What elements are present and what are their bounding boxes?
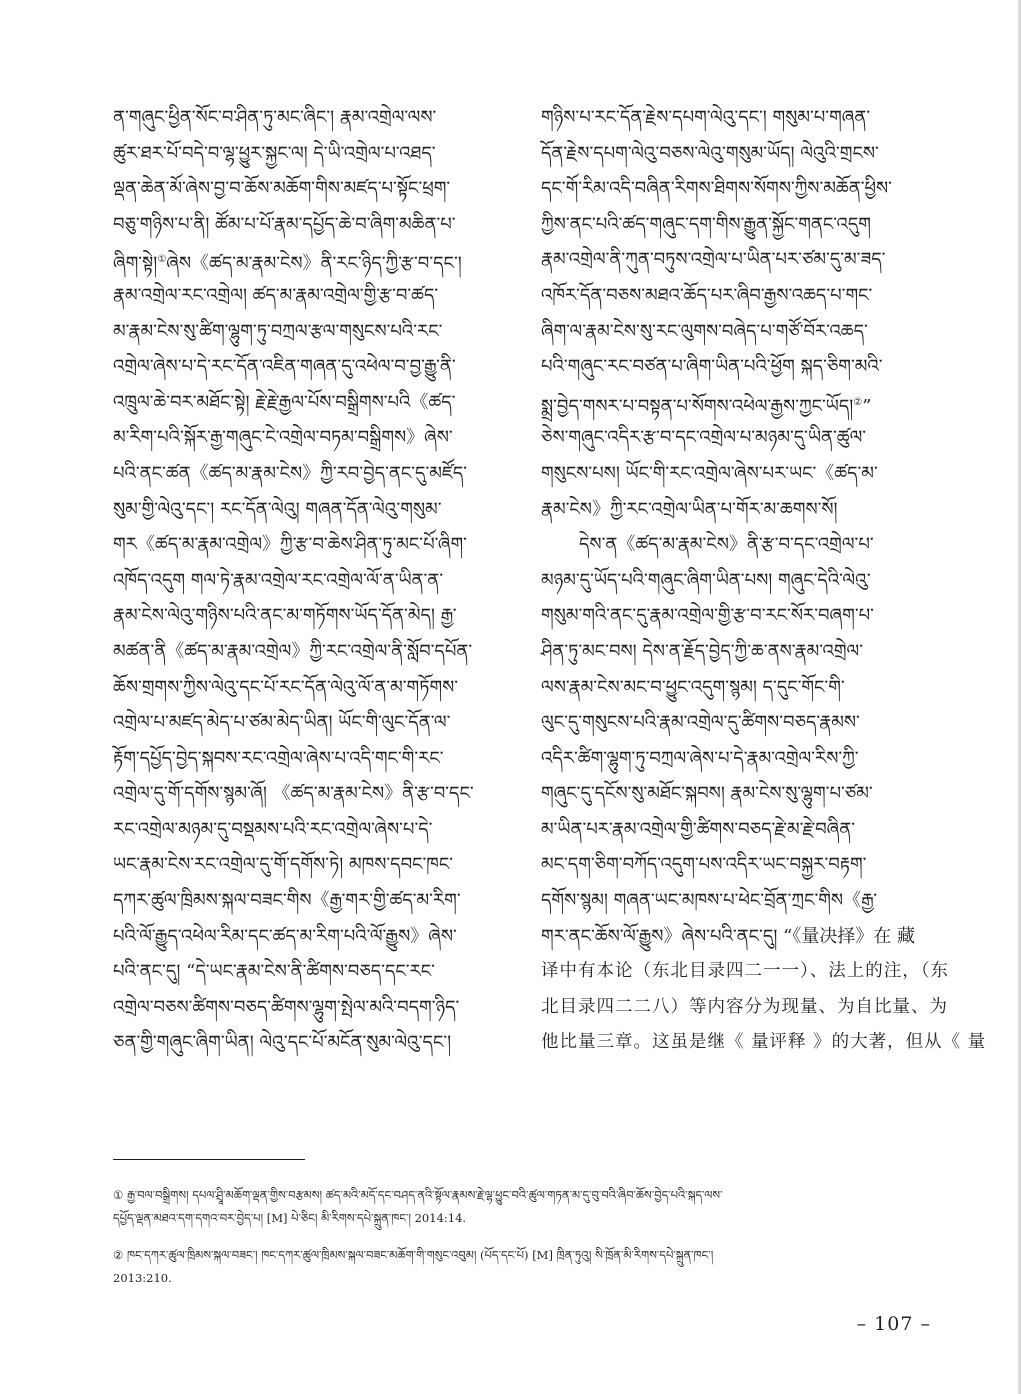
right-column-line-text: ཞིག་ལ་རྣམ་ངེས་སུ་རང་ལུགས་བཞེད་པ་གཙོ་བོར་འཆད་ (541, 320, 868, 342)
right-column-line-text: གཉིས་པ་རང་དོན་རྗེས་དཔག་ལེའུ་དང་། གསུམ་པ་གཞན་ (541, 107, 871, 128)
footnote-2 (113, 1244, 935, 1290)
left-column-line (113, 420, 505, 456)
right-column-line-text: མཉམ་དུ་ཡོད་པའི་གཞུང་ཞིག་ཡིན་པས། གཞུང་དེའི་ལེའུ་ (541, 569, 871, 591)
left-column-line-text: བཅུ་གཉིས་པ་ནི། ཚོམ་པ་པོ་རྣམ་དཔྱོད་ཆེ་བ་ཞིག་མཆིན་པ་ (113, 213, 456, 235)
right-column-line (541, 527, 931, 563)
footnote-1-line-1 (113, 1184, 935, 1207)
footnote-2-line-1 (113, 1244, 935, 1267)
right-column-line (541, 776, 931, 812)
right-column-line (541, 670, 931, 706)
left-column-line-text: མ་རིག་པའི་སྐོར་རྒྱ་གཞུང་ངེ་འགྲེལ་བཏམ་བསྒྲིགས》ཞེས་ (113, 427, 453, 449)
left-column-line (113, 207, 505, 243)
right-column-line-text: 译中有本论（东北目录四二一一）、法上的注，（东 (541, 961, 949, 982)
right-column-line (541, 171, 931, 207)
right-column-line (541, 420, 931, 456)
left-column-line (113, 919, 505, 955)
left-column-line-text: འགྲེལ་དུ་གོ་དགོས་སྙམ་ཞོ། 《ཚད་མ་རྣམ་ངེས》ནི་རྩ་བ་དང་ (113, 783, 474, 805)
right-column-line-tail: ” (862, 395, 872, 417)
left-column-line (113, 242, 505, 278)
right-column-line-text: ཀྱིས་ནང་པའི་ཚད་གཞུང་དག་གིས་རྒྱུན་སྐྱོང་གནང་འདུག (541, 213, 871, 235)
left-column-line-text: འགྲེལ་ཞེས་པ་དེ་རང་དོན་འཇིན་གཞན་དུ་འཕེལ་བ་བྱ་རྒྱུ་ནི་ (113, 356, 456, 378)
left-column-line (113, 1025, 505, 1061)
left-column-line-text: རྣམ་ངེས་ལེའུ་གཉིས་པའི་ནང་མ་གཏོགས་ཡོད་དོན་མེད། རྒྱ་ (113, 605, 457, 627)
right-column-line-text: གསུམ་གའི་ནང་དུ་རྣམ་འགྲེལ་གྱི་རྩ་བ་རང་སོར་བཞག་པ་ (541, 605, 874, 627)
right-column-line (541, 990, 948, 1026)
left-column-line (113, 705, 505, 741)
left-column-line (113, 741, 505, 777)
right-column-line (541, 919, 931, 955)
right-column-line-text: ཅེས་གཞུང་འདིར་རྩ་བ་དང་འགྲེལ་པ་མཉམ་དུ་ཡིན་ཚུལ་ (541, 427, 867, 449)
right-column-line-text: གར་ནང་ཆོས་ལོ་རྒྱུས》ཞེས་པའི་ནང་དུ། “《量决择》在 藏 (541, 925, 916, 947)
right-column-line-text: རྣམ་ངེས》ཀྱི་རང་འགྲེལ་ཡིན་པ་གོར་མ་ཆགས་སོ། (541, 498, 838, 520)
left-column-line-text: དཀར་ཚུལ་ཁྲིམས་སྐལ་བཟང་གིས《རྒྱ་གར་གྱི་ཚད་མ་རིག་ (113, 890, 461, 912)
right-column-line (541, 741, 931, 777)
left-column-line-text: ཞིག་སྟེ། (113, 253, 158, 275)
left-column-footnote-marker[interactable]: ① (157, 254, 167, 266)
right-column-line (541, 207, 931, 243)
left-column-line-text: མཚན་ནི《ཚད་མ་རྣམ་འགྲེལ》ཀྱི་རང་འགྲེལ་ནི་སློབ་དཔོན་ (113, 640, 473, 662)
footnote-2-line-2: 2013:210. (113, 1271, 172, 1285)
right-column-footnote-marker[interactable]: ② (853, 396, 863, 408)
right-column-line-text: ལུང་དུ་གསུངས་པའི་རྣམ་འགྲེལ་དུ་ཚིགས་བཅད་རྣམས་ (541, 712, 860, 734)
right-column-line (541, 492, 931, 528)
right-column-line-text: 他比量三章。这虽是继《 量评释 》的大著，但从《 量 (541, 1032, 987, 1053)
left-column-line (113, 527, 505, 563)
left-column-line (113, 171, 505, 207)
right-column-line (541, 1025, 987, 1061)
right-column-line (541, 100, 931, 136)
right-column-line-text: དེས་ན《ཚད་མ་རྣམ་ངེས》ནི་རྩ་བ་དང་འགྲེལ་པ་ (579, 534, 874, 556)
left-column-line (113, 278, 505, 314)
footnote-separator (113, 1159, 305, 1160)
right-column-line-text: མ་ཡིན་པར་རྣམ་འགྲེལ་གྱི་ཚིགས་བཅད་རྗེ་མ་རྗེ་བཞིན་ (541, 818, 856, 840)
page-number: – 107 – (856, 1313, 931, 1335)
right-column-line-text: གསུངས་པས། ཡོང་གི་རང་འགྲེལ་ཞེས་པར་ཡང་《ཚད་མ་ (541, 462, 878, 484)
right-column (541, 100, 987, 1061)
left-column-line-text: ན་གཞུང་ཕྱིན་སོང་བ་ཤིན་ཏུ་མང་ཞིང་། རྣམ་འགྲེལ་ལས་ (113, 107, 437, 128)
left-column-line (113, 385, 505, 421)
right-column-line (541, 136, 931, 172)
right-column-line (541, 456, 931, 492)
right-column-line-text: འདིར་ཚིག་ལྷུག་ཏུ་བཀྲལ་ཞེས་པ་དེ་རྣམ་འགྲེལ་རིས་ཀྱི་ (541, 747, 859, 769)
right-column-line-text: དང་གོ་རིམ་འདི་བཞིན་རིགས་ཐིགས་སོགས་ཀྱིས་མཆོན་ཕྱིས་ (541, 178, 892, 200)
left-column-line-text: སུམ་གྱི་ལེའུ་དང་། རང་དོན་ལེའུ། གཞན་དོན་ལེའུ་གསུམ་ (113, 498, 442, 520)
left-column-line (113, 598, 505, 634)
right-column-line (541, 705, 931, 741)
right-column-line (541, 847, 931, 883)
left-column-line-tail: ཞེས《ཚད་མ་རྣམ་ངེས》ནི་རང་ཉིད་ཀྱི་རྩ་བ་དང་། (166, 253, 462, 275)
left-column-line-text: མ་རྣམ་ངེས་སུ་ཚིག་ལྷུག་ཏུ་བཀྲལ་རྩལ་གསུངས་པའི་རང་ (113, 320, 443, 342)
left-column-line (113, 456, 505, 492)
right-column-line (541, 812, 931, 848)
right-column-line (541, 385, 931, 421)
left-column-line (113, 563, 505, 599)
left-column-line (113, 847, 505, 883)
right-column-line-text: ཤིན་ཏུ་མང་བས། དེས་ན་རྗོད་བྱེད་ཀྱི་ཆ་ནས་རྣམ་འགྲེལ་ (541, 640, 863, 662)
left-column-line-text: གར《ཚད་མ་རྣམ་འགྲེལ》ཀྱི་རྩ་བ་ཆེས་ཤིན་ཏུ་མང་པོ་ཞིག་ (113, 534, 467, 556)
left-column-line (113, 670, 505, 706)
right-column-line-text: མང་དག་ཅིག་བཀོད་འདུག་པས་འདིར་ཡང་བསྐྱར་བརྟག་ (541, 854, 867, 876)
left-column-line (113, 314, 505, 350)
left-column-line (113, 349, 505, 385)
right-column-line (541, 242, 931, 278)
right-column-line (541, 634, 931, 670)
right-column-line-text: རྣམ་འགྲེལ་ནི་ཀུན་བཏུས་འགྲེལ་པ་ཡིན་པར་ཙམ་དུ་མ་ཟད་ (541, 249, 886, 271)
left-column-line-text: པའི་ནང་ཚན《ཚད་མ་རྣམ་ངེས》ཀྱི་རབ་བྱེད་ནང་དུ་མཛོད་ (113, 462, 468, 484)
right-column-line-text: འཁོར་དོན་བཅས་མཐའ་ཆོད་པར་ཞིབ་རྒྱས་འཆད་པ་གང་ (541, 284, 873, 306)
left-column-line (113, 954, 505, 990)
left-column-line (113, 883, 505, 919)
left-column-line (113, 136, 505, 172)
left-column-line-text: རྣམ་འགྲེལ་རང་འགྲེལ། ཚད་མ་རྣམ་འགྲེལ་གྱི་རྩ་བ་ཚད་ (113, 284, 439, 306)
right-column-line (541, 314, 931, 350)
right-column-line (541, 278, 931, 314)
footnote-2-marker: ② (113, 1248, 124, 1262)
right-column-line-text: པའི་གཞུང་རང་བཙན་པ་ཞིག་ཡིན་པའི་ཕྱོག སྐད་ཅིག་མའི་ (541, 356, 883, 378)
right-column-line-text: དགོས་སྙམ། གཞན་ཡང་མཁས་པ་ཕེང་བྲོན་ཀྲང་གིས《རྒྱ་ (541, 890, 877, 912)
left-column-line-text: འཁྲུལ་ཆེ་བར་མཐོང་སྟེ། རྗེ་རྗེ་རྒྱལ་པོས་བསྒྲིགས་པའི《ཚད་ (113, 391, 456, 413)
left-column-line (113, 812, 505, 848)
left-column-line-text: འཁོད་འདུག གལ་ཏེ་རྣམ་འགྲེལ་རང་འགྲེལ་ལོ་ན་ཡིན་ན་ (113, 569, 444, 591)
left-column-line-text: རང་འགྲེལ་མཉམ་དུ་བསྡམས་པའི་རང་འགྲེལ་ཞེས་པ་དེ་ (113, 818, 433, 840)
right-column-line-text: གཞུང་དུ་དངོས་སུ་མཐོང་སྐབས། རྣམ་ངེས་སུ་ལྷུག་པ་ཙམ་ (541, 783, 873, 805)
left-column-line (113, 990, 505, 1026)
left-column-line-text: ཡང་རྣམ་ངེས་རང་འགྲེལ་དུ་གོ་དགོས་ཏེ། མཁས་དབང་ཁང་ (113, 854, 454, 876)
right-column-line-text: དོན་རྗེས་དཔག་ལེའུ་བཅས་ལེའུ་གསུམ་ཡོད། ལེའུའི་གྲངས་ (541, 142, 879, 164)
footnote-1 (113, 1184, 935, 1230)
right-column-line (541, 563, 931, 599)
right-column-line-text: ལས་རྣམ་ངེས་མང་བ་ཕྱུང་འདུག་སྙམ། ད་དུང་གོང་གི་ (541, 676, 845, 698)
left-column (113, 100, 505, 1061)
left-column-line-text: པའི་ནང་དུ། “དེ་ཡང་རྣམ་ངེས་ནི་ཚིགས་བཅད་དང་རང་ (113, 961, 435, 983)
left-column-line (113, 634, 505, 670)
left-column-line-text: ཆོས་གྲགས་ཀྱིས་ལེའུ་དང་པོ་རང་དོན་ལེའུ་ལོ་ན་མ་གཏོགས་ (113, 676, 459, 698)
right-column-line-text: 北目录四二二八）等内容分为现量、为自比量、为 (541, 996, 948, 1017)
footnote-2-text: ཁང་དཀར་ཚུལ་ཁྲིམས་སྐལ་བཟང་། ཁང་དཀར་ཚུལ་ཁྲིམས་སྐལ་བཟང་མཆོག་གི་གསུང་འབུམ། (པོད་དང་པོ) [M] ཁྲིན་ཏུའུ། སི་ཁྲོན་མི་རིགས་དཔེ་སྐྲུན་ཁང་། (126, 1248, 714, 1262)
left-column-line (113, 100, 505, 136)
right-column-line (541, 954, 949, 990)
left-column-line-text: རྟོག་དཔྱོད་བྱེད་སྐབས་རང་འགྲེལ་ཞེས་པ་འདི་གང་གི་རང་ (113, 747, 444, 769)
left-column-line-text: འགྲེལ་བཅས་ཚིགས་བཅད་ཚིགས་ལྷུག་སྤེལ་མའི་བདག་ཉིད་ (113, 996, 460, 1018)
right-column-line (541, 349, 931, 385)
left-column-line-text: ཅན་གྱི་གཞུང་ཞིག་ཡིན། ལེའུ་དང་པོ་མངོན་སུམ་ལེའུ་དང་། (113, 1032, 452, 1054)
footnote-1-text: རྒྱ་བལ་བསྒྲིགས། དཔལ་ཤྲཱི་མཆོག་ལྡན་གྱིས་བརྩམས། ཚད་མའི་མདོ་དང་བཤད་ནའི་སྟོལ་རྣམས་རྗེ་ལྷ་ཕྱུང་བའི་ཚུལ་གཏན་མ་དུ་བུ་བའི་ཞིབ་ཆོས་བྱེད་པའི་སྐད་ལས་ (126, 1188, 723, 1202)
left-column-line-text: པའི་ལོ་རྒྱུད་འཕེལ་རིམ་དང་ཚད་མ་རིག་པའི་ལོ་རྒྱུས》ཞེས་ (113, 925, 457, 947)
left-column-line (113, 776, 505, 812)
right-column-line-text: སྨྲ་བྱེད་གསར་པ་བསྟན་པ་སོགས་འཕེལ་རྒྱས་ཀྱང་ཡོད། (541, 395, 854, 417)
footnote-1-marker: ① (113, 1188, 124, 1202)
left-column-line (113, 492, 505, 528)
right-column-line (541, 598, 931, 634)
footnote-1-line-2: དཔྱོད་ལྡན་མཐའ་དག་དགའ་བར་བྱེད་པ། [M] པེ་ཅིང། མི་རིགས་དཔེ་སྐྲུན་ཁང་། 2014:14. (113, 1211, 467, 1225)
left-column-line-text: ཚུར་ཐར་པོ་བདེ་བ་ལྷ་ཕྱུར་སྐྱང་ལ། དེ་ཡི་འགྲེལ་པ་འཐད་ (113, 142, 436, 164)
left-column-line-text: འགྲེལ་པ་མཛད་མེད་པ་ཙམ་མེད་ཡིན། ཡོང་གི་ལུང་དོན་ལ་ (113, 712, 451, 734)
left-column-line-text: ལྡན་ཆེན་མོ་ཞེས་བྱ་བ་ཆོས་མཆོག་གིས་མཛད་པ་སྟོང་ཕྲག་ (113, 178, 451, 200)
right-column-line (541, 883, 931, 919)
